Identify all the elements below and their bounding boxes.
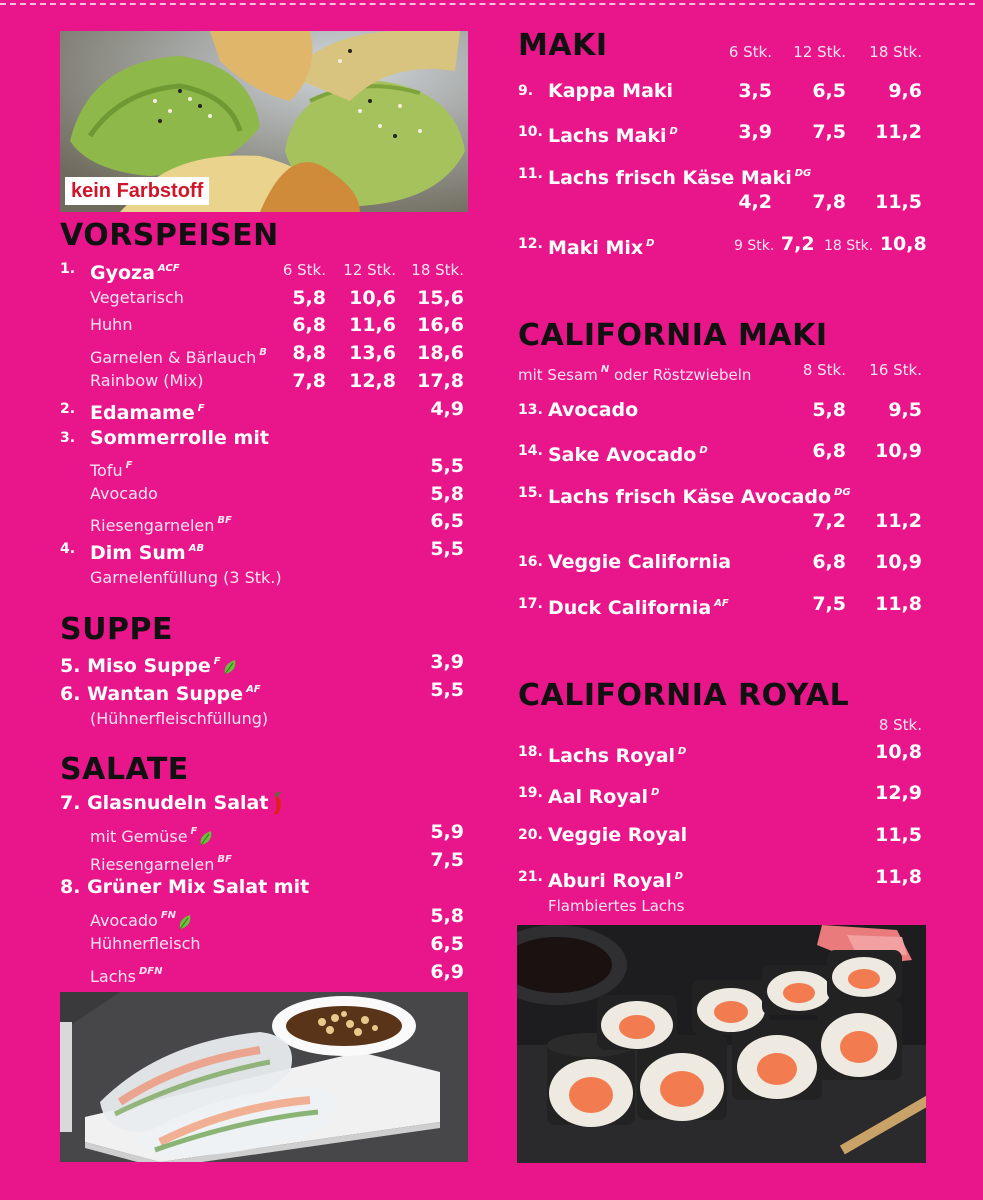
california-maki-subtitle: mit Sesam $^N$ oder Röstzwiebeln [518,364,752,384]
top-dashed-border [0,3,975,5]
list-item [0,479,980,507]
price: 8,8 [292,342,326,364]
list-item [0,437,980,465]
list-item [0,705,480,733]
item-number: 21. [518,869,543,885]
list-item [0,548,980,576]
price: 4,9 [430,398,464,420]
variant-name: Avocado [90,484,158,503]
price: 6,8 [812,551,846,573]
item-name: Dim Sum $^{AB}$ [90,542,205,564]
list-item [0,930,480,958]
variant-name: Tofu $^F$ [90,460,133,480]
item-number: 12. [518,236,543,252]
item-name: Duck California $^{AF}$ [548,597,729,619]
col-header-12: 12 Stk. [343,261,396,279]
variant-name: Rainbow (Mix) [90,371,204,390]
price: 13,6 [349,342,396,364]
price: 6,5 [430,933,464,955]
item-note: Garnelenfüllung (3 Stk.) [90,568,282,587]
item-number: 4. [60,541,76,557]
variant-name: mit Gemüse $^F$ [90,818,213,851]
list-item [0,396,980,424]
item-name: Sommerrolle mit [90,427,269,449]
price: 5,8 [430,905,464,927]
item-number: 14. [518,443,543,459]
list-item [0,507,980,535]
price: 6,9 [430,961,464,983]
item-name: 5. Miso Suppe $^F$ [60,648,237,680]
price: 6,5 [430,510,464,532]
item-number: 10. [518,124,543,140]
col-header-8: 8 Stk. [878,716,922,734]
price: 11,8 [875,593,922,615]
price: 7,2 [812,510,846,532]
price: 5,8 [812,399,846,421]
price: 5,8 [430,483,464,505]
item-number: 3. [60,430,76,446]
variant-name: Riesengarnelen $^{BF}$ [90,854,232,874]
item-number: 18. [518,744,543,760]
item-name: Maki Mix $^D$ [548,237,655,259]
col-header-6: 6 Stk. [282,261,326,279]
price: 5,5 [430,679,464,701]
price: 9,6 [888,80,922,102]
item-name: Kappa Maki [548,80,674,102]
price: 10,6 [349,287,396,309]
variant-name: Garnelen & Bärlauch $^B$ [90,347,267,367]
variant-name: Huhn [90,315,133,334]
price: 5,9 [430,821,464,843]
price: 11,2 [875,510,922,532]
price: 11,6 [349,314,396,336]
item-name: Lachs frisch Käse Avocado $^{DG}$ [548,486,851,508]
item-number: 9. [518,83,534,99]
price: 10,8 [875,741,922,763]
variant-name: Hühnerfleisch [90,934,201,953]
price: 5,5 [430,538,464,560]
price: 11,5 [875,191,922,213]
item-name: Avocado [548,399,639,421]
item-name: Sake Avocado $^D$ [548,444,708,466]
list-item [0,311,480,339]
list-item [0,821,980,849]
price: 5,8 [292,287,326,309]
variant-name: Vegetarisch [90,288,184,307]
item-number: 13. [518,402,543,418]
item-name: Edamame $^F$ [90,402,205,424]
price: 10,9 [875,551,922,573]
item-name: Lachs Royal $^D$ [548,745,687,767]
variant-name: Avocado $^{FN}$ [90,902,192,935]
item-note: (Hühnerfleischfüllung) [90,709,269,728]
item-name: Aburi Royal $^D$ [548,870,684,892]
item-number: 17. [518,596,543,612]
item-note: Flambiertes Lachs [548,897,685,915]
price: 6,8 [812,440,846,462]
list-item [0,118,980,146]
item-name: Veggie Royal [548,824,688,846]
price: 9,5 [888,399,922,421]
item-name: Lachs frisch Käse Maki $^{DG}$ [548,167,812,189]
price: 7,8 [292,370,326,392]
item-number: 15. [518,485,543,501]
kein-farbstoff-badge: kein Farbstoff [65,177,209,205]
item-number: 1. [60,261,76,277]
list-item [0,892,980,920]
list-item [0,367,480,395]
list-item [0,590,980,618]
price: 6,5 [812,80,846,102]
price: 15,6 [417,287,464,309]
price: 3,5 [738,80,772,102]
price: 7,5 [812,593,846,615]
price: 11,5 [875,824,922,846]
col-header-18: 18 Stk. [411,261,464,279]
california-royal-heading: CALIFORNIA ROYAL [518,678,850,713]
variant-name: Riesengarnelen $^{BF}$ [90,515,232,535]
col-header-16: 16 Stk. [869,361,922,379]
list-item [0,676,480,704]
price: 11,8 [875,866,922,888]
price: 16,6 [417,314,464,336]
list-item [0,863,980,891]
list-item [0,160,980,188]
item-name: 8. Grüner Mix Salat mit [60,876,310,898]
vorspeisen-heading: VORSPEISEN [60,218,279,253]
item-name: 7. Glasnudeln Salat [60,789,285,817]
item-name: Veggie California [548,551,732,573]
item-name: Aal Royal $^D$ [548,786,660,808]
price: 5,5 [430,455,464,477]
list-item [0,77,980,105]
list-item [0,188,980,216]
list-item [0,255,480,283]
price: 12,9 [875,782,922,804]
spring-roll-photo [60,992,468,1162]
col-header-18: 18 Stk. [869,43,922,61]
price: 11,2 [875,121,922,143]
item-number: 2. [60,401,76,417]
list-item [0,284,480,312]
item-number: 16. [518,554,543,570]
item-number: 20. [518,827,543,843]
suppe-heading: SUPPE [60,612,173,647]
price: 12,8 [349,370,396,392]
list-item [0,339,480,367]
list-item [0,648,480,676]
price: 3,9 [430,651,464,673]
price: 3,9 [738,121,772,143]
sushi-photo [517,925,926,1163]
price: 18,6 [417,342,464,364]
mix-price-1: 9 Stk. 7,2 [734,233,815,255]
price: 7,5 [812,121,846,143]
leaf-icon [223,659,237,675]
item-number: 19. [518,785,543,801]
salate-heading: SALATE [60,752,189,787]
price: 10,9 [875,440,922,462]
price: 6,8 [292,314,326,336]
list-item [0,738,980,766]
price: 7,5 [430,849,464,871]
price: 7,8 [812,191,846,213]
list-item [0,230,980,258]
col-header-8: 8 Stk. [802,361,846,379]
col-header-12: 12 Stk. [793,43,846,61]
col-header-6: 6 Stk. [728,43,772,61]
list-item [0,958,480,986]
item-name: 6. Wantan Suppe $^{AF}$ [60,683,261,705]
price: 4,2 [738,191,772,213]
variant-name: Lachs $^{DFN}$ [90,966,163,986]
list-item [0,779,980,807]
item-name: Lachs Maki $^D$ [548,125,678,147]
price: 17,8 [417,370,464,392]
california-maki-heading: CALIFORNIA MAKI [518,318,828,353]
item-number: 11. [518,166,543,182]
mix-price-2: 18 Stk. 10,8 [824,233,927,255]
maki-heading: MAKI [518,28,608,63]
item-name: Gyoza $^{ACF}$ [90,262,180,284]
